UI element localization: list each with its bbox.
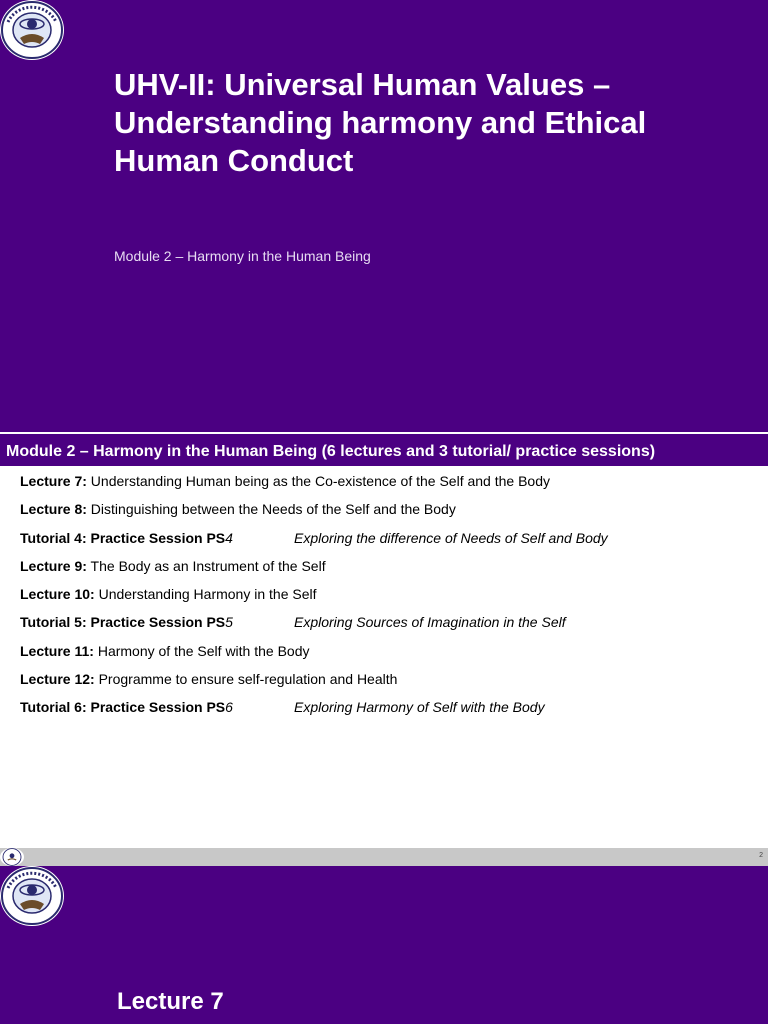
uhv-logo-icon <box>0 866 64 926</box>
session-number: 4 <box>225 529 233 546</box>
page-number: 2 <box>759 852 763 859</box>
lecture-slide <box>0 866 768 1024</box>
uhv-logo-small-icon <box>0 848 24 866</box>
slide-title: UHV-II: Universal Human Values – Understanding harmony and Ethical Human Conduct <box>114 67 647 178</box>
module-header-band <box>0 432 768 466</box>
list-item <box>20 671 760 699</box>
item-label: Lecture 9: <box>20 557 87 574</box>
list-item <box>20 699 760 727</box>
item-text: The Body as an Instrument of the Self <box>86 557 326 574</box>
list-item <box>20 558 760 586</box>
uhv-logo-icon <box>0 0 64 60</box>
item-text: Understanding Harmony in the Self <box>94 586 317 603</box>
lecture-list <box>20 473 760 728</box>
title-slide <box>0 0 768 432</box>
item-text: Programme to ensure self-regulation and Health <box>94 671 398 688</box>
lecture-title: Lecture 7 <box>117 988 224 1015</box>
item-label: Tutorial 5: Practice Session PS <box>20 614 226 631</box>
item-label: Lecture 7: <box>20 473 87 489</box>
list-item <box>20 530 760 558</box>
list-item <box>20 643 760 671</box>
item-description: Exploring Harmony of Self with the Body <box>294 699 545 716</box>
list-item <box>20 473 760 501</box>
item-text: Distinguishing between the Needs of the Self and the Body <box>86 501 456 518</box>
session-number: 6 <box>225 699 233 716</box>
item-label: Lecture 8: <box>20 501 87 518</box>
list-item <box>20 614 760 642</box>
slide-subtitle: Module 2 – Harmony in the Human Being <box>114 248 371 264</box>
slide-footer <box>0 848 768 866</box>
module-overview-slide <box>0 432 768 848</box>
list-item <box>20 586 760 614</box>
session-number: 5 <box>225 614 233 631</box>
item-label: Lecture 10: <box>20 586 95 603</box>
item-label: Lecture 11: <box>20 642 94 659</box>
item-label: Tutorial 6: Practice Session PS <box>20 699 226 716</box>
item-description: Exploring the difference of Needs of Self and Body <box>294 529 608 546</box>
item-label: Lecture 12: <box>20 671 95 688</box>
item-description: Exploring Sources of Imagination in the Self <box>294 614 566 631</box>
item-text: Understanding Human being as the Co-existence of the Self and the Body <box>86 473 550 489</box>
module-heading: Module 2 – Harmony in the Human Being (6 lectures and 3 tutorial/ practice sessions) <box>6 443 656 460</box>
item-text: Harmony of the Self with the Body <box>93 642 310 659</box>
list-item <box>20 501 760 529</box>
item-label: Tutorial 4: Practice Session PS <box>20 529 226 546</box>
